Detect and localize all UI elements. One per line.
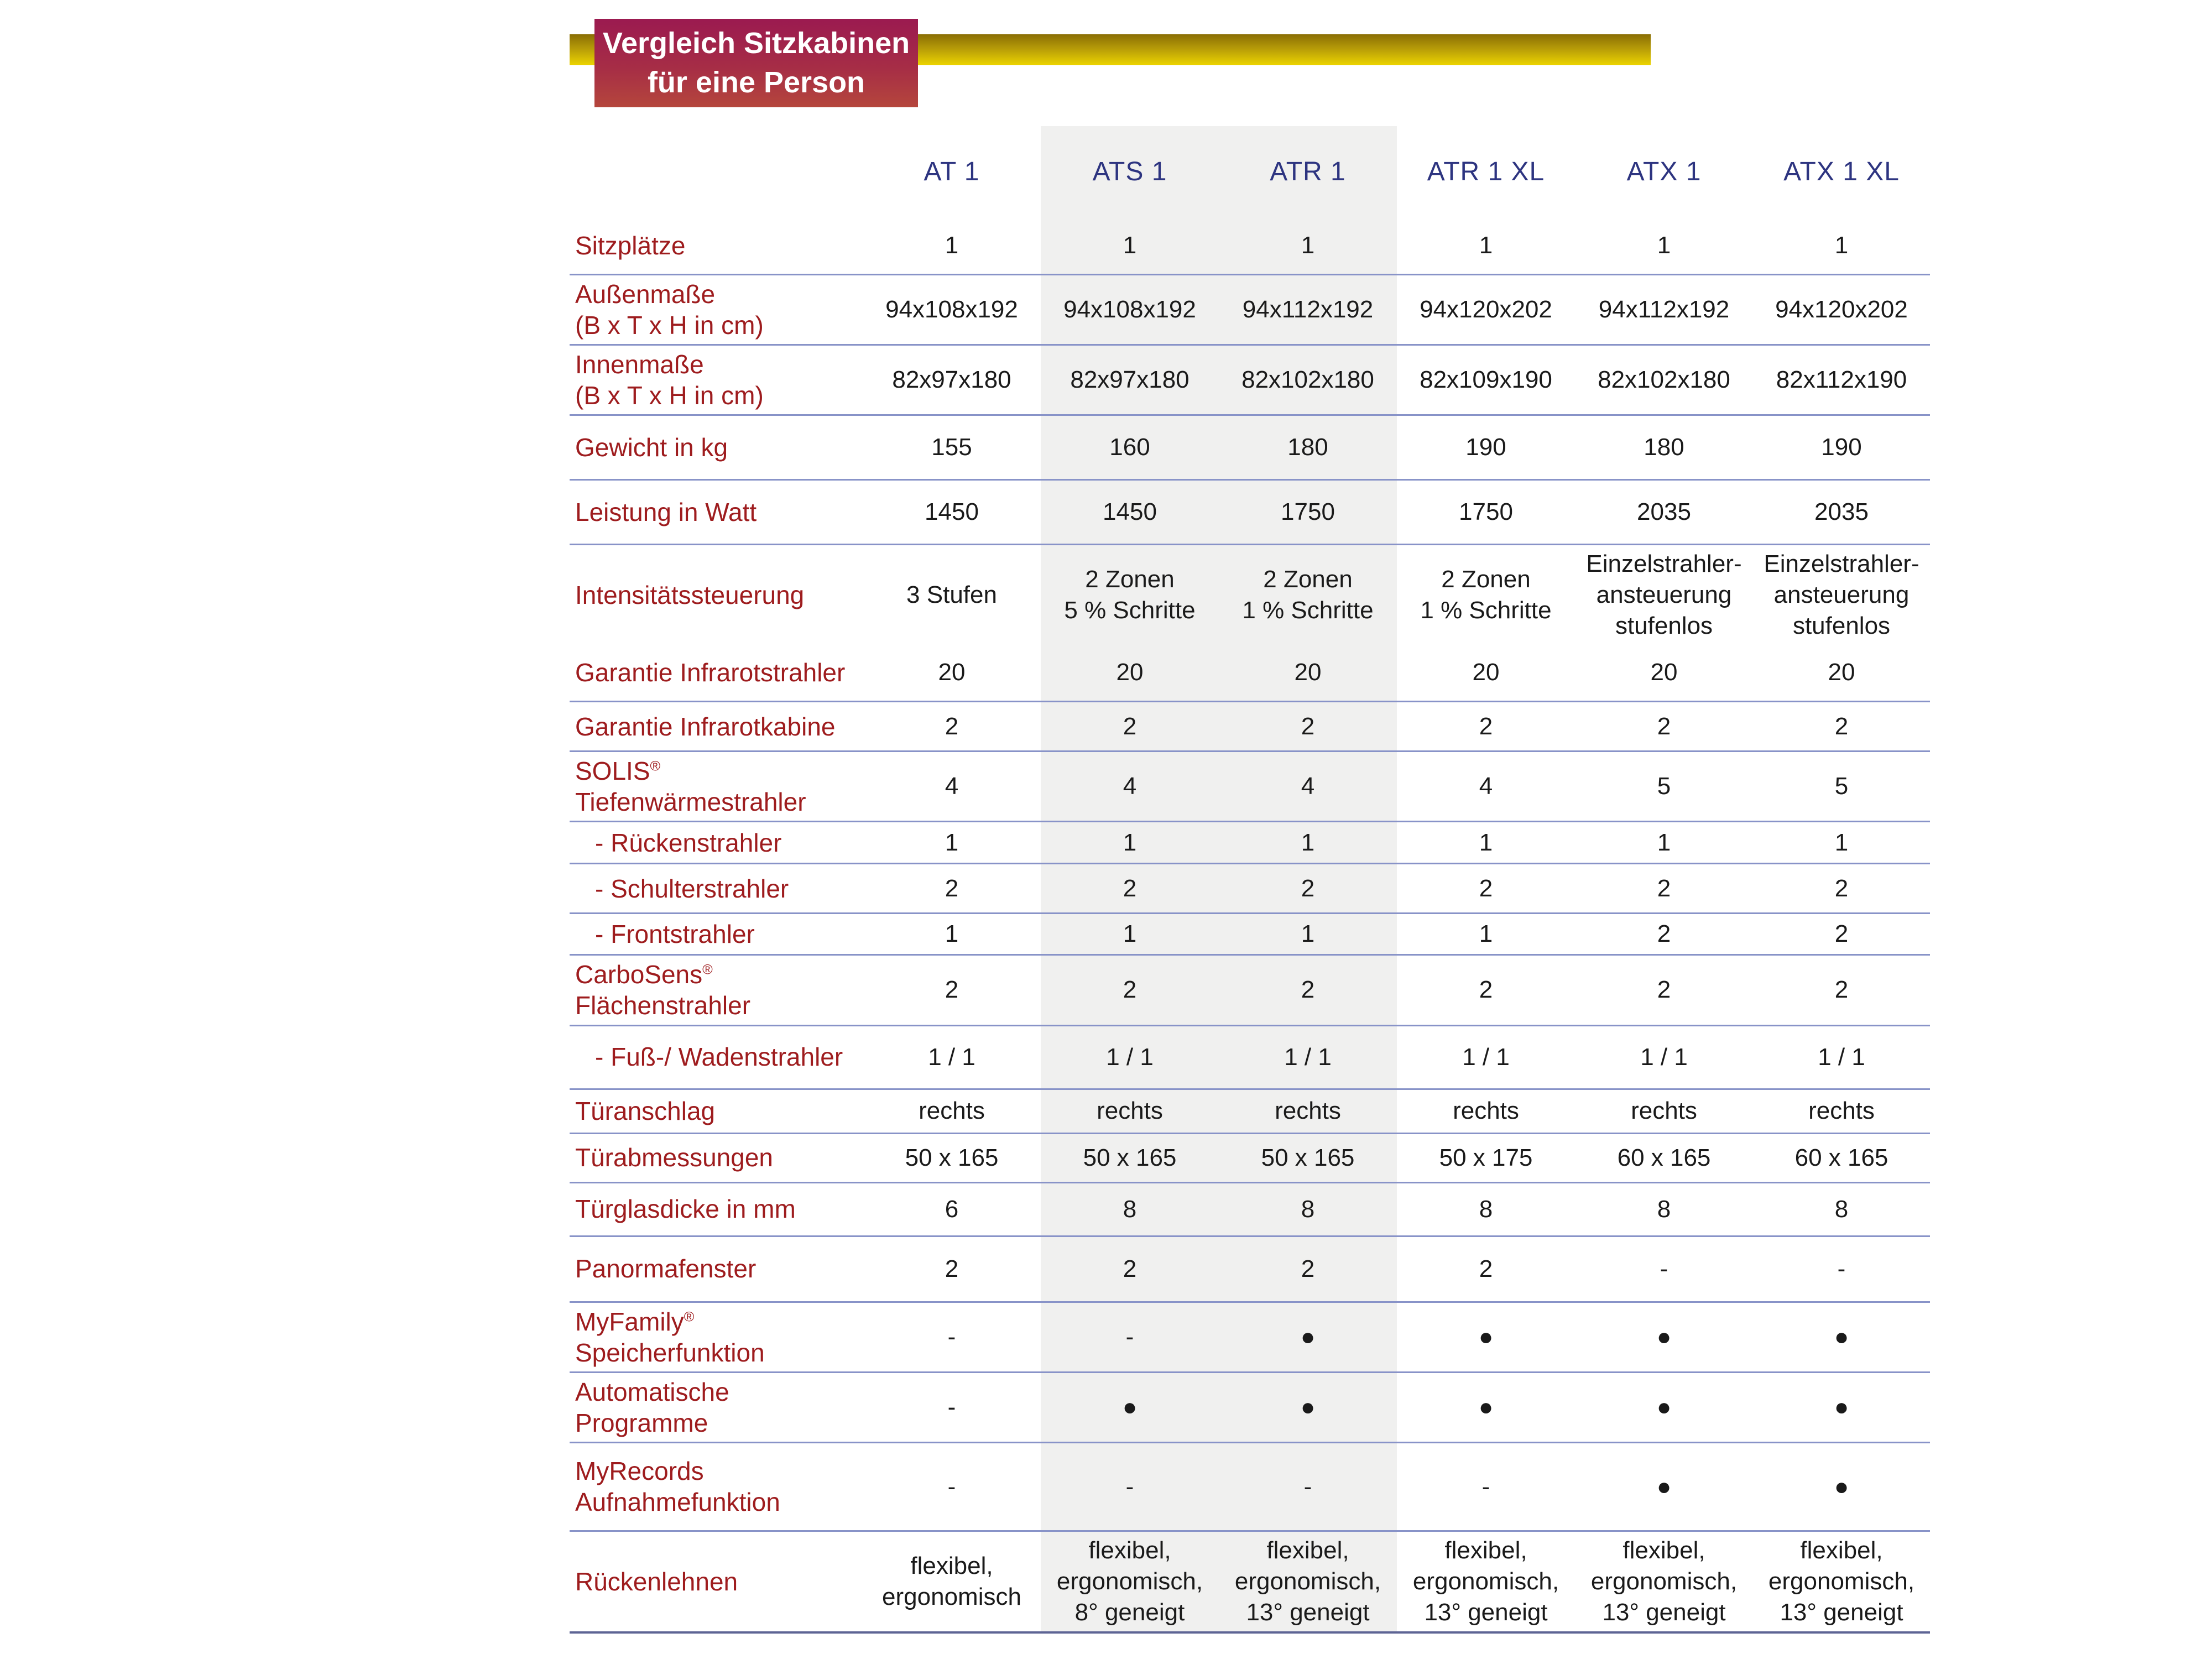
cell-value: 2 bbox=[1479, 976, 1493, 1004]
column-header: ATS 1 bbox=[1041, 126, 1219, 217]
cell-value: 20 bbox=[1650, 659, 1678, 686]
cell-value: 2 bbox=[1479, 1255, 1493, 1282]
cell-value: 20 bbox=[1828, 659, 1855, 686]
cell-value: flexibel, ergonomisch, 13° geneigt bbox=[1590, 1536, 1738, 1626]
cell-value: flexibel, ergonomisch, 13° geneigt bbox=[1412, 1536, 1559, 1626]
cell-value: - bbox=[1041, 1442, 1219, 1531]
cell-value: 1450 bbox=[925, 498, 979, 525]
cell-value: 8 bbox=[1657, 1195, 1671, 1223]
cell-value: 1 bbox=[1219, 822, 1397, 864]
cell-value: 1 bbox=[1219, 217, 1397, 274]
cell-value: 2 bbox=[1834, 920, 1849, 948]
cell-value: 1 / 1 bbox=[1818, 1043, 1865, 1071]
cell-value: 1 / 1 bbox=[1640, 1043, 1688, 1071]
row-label: - Fuß-/ Wadenstrahler bbox=[595, 1042, 843, 1072]
cell-value: 8 bbox=[1041, 1182, 1219, 1236]
cell-value: 20 bbox=[1041, 645, 1219, 702]
cell-value: 2 bbox=[1834, 976, 1849, 1004]
cell-value: 94x120x202 bbox=[1775, 295, 1908, 323]
cell-value: flexibel, ergonomisch, 8° geneigt bbox=[1041, 1531, 1219, 1632]
cell-value: 1 bbox=[1479, 920, 1493, 948]
cell-value: 1 / 1 bbox=[1219, 1025, 1397, 1089]
table-row bbox=[570, 345, 1930, 415]
cell-value: 20 bbox=[1219, 645, 1397, 702]
cell-value: rechts bbox=[919, 1097, 985, 1125]
cell-value: 4 bbox=[1479, 773, 1493, 800]
registered-mark: ® bbox=[702, 962, 713, 978]
cell-value: - bbox=[947, 1323, 956, 1350]
table-row bbox=[570, 415, 1930, 479]
row-label: Innenmaße (B x T x H in cm) bbox=[575, 349, 764, 410]
cell-value: rechts bbox=[1453, 1097, 1519, 1125]
table-row bbox=[570, 544, 1930, 644]
cell-value: 50 x 165 bbox=[1041, 1133, 1219, 1182]
cell-value: ● bbox=[1834, 1393, 1849, 1421]
table-row bbox=[570, 217, 1930, 274]
cell-value: - bbox=[1660, 1255, 1668, 1282]
cell-value: 1 bbox=[1479, 231, 1493, 259]
row-label: Intensitätssteuerung bbox=[575, 580, 805, 609]
row-label: Türabmessungen bbox=[575, 1143, 773, 1172]
header-row bbox=[570, 126, 1930, 217]
cell-value: 50 x 175 bbox=[1439, 1144, 1533, 1171]
header-corner-cell bbox=[570, 126, 863, 217]
table-row bbox=[570, 914, 1930, 955]
row-label: Leistung in Watt bbox=[575, 497, 757, 526]
row-label: Rückenlehnen bbox=[575, 1567, 738, 1596]
cell-value: 1 bbox=[945, 920, 959, 948]
cell-value: flexibel, ergonomisch, 13° geneigt bbox=[1219, 1531, 1397, 1632]
cell-value: 94x108x192 bbox=[1041, 274, 1219, 345]
cell-value: 1 bbox=[1657, 231, 1671, 259]
cell-value: 82x109x190 bbox=[1420, 366, 1552, 393]
cell-value: 2 bbox=[1657, 976, 1671, 1004]
table-row bbox=[570, 1133, 1930, 1182]
row-label: MyRecords Aufnahmefunktion bbox=[575, 1457, 780, 1517]
cell-value: 1450 bbox=[1041, 479, 1219, 544]
cell-value: 1 bbox=[945, 231, 959, 259]
cell-value: flexibel, ergonomisch, 13° geneigt bbox=[1768, 1536, 1915, 1626]
row-label: - Frontstrahler bbox=[595, 920, 755, 949]
cell-value: rechts bbox=[1041, 1089, 1219, 1133]
row-label: - Schulterstrahler bbox=[595, 874, 789, 903]
cell-value: 2 Zonen 5 % Schritte bbox=[1041, 544, 1219, 644]
cell-value: 94x112x192 bbox=[1219, 274, 1397, 345]
cell-value: 1 bbox=[1657, 828, 1671, 856]
cell-value: 82x102x180 bbox=[1219, 345, 1397, 415]
cell-value: Einzelstrahler- ansteuerung stufenlos bbox=[1586, 550, 1742, 639]
cell-value: 2 bbox=[1219, 955, 1397, 1025]
table-row bbox=[570, 955, 1930, 1025]
cell-value: - bbox=[1219, 1442, 1397, 1531]
table-row bbox=[570, 479, 1930, 544]
cell-value: 2 bbox=[1041, 955, 1219, 1025]
cell-value: 6 bbox=[945, 1195, 959, 1223]
cell-value: 160 bbox=[1041, 415, 1219, 479]
table-row bbox=[570, 752, 1930, 822]
cell-value: 2 bbox=[945, 976, 959, 1004]
cell-value: 3 Stufen bbox=[906, 581, 997, 608]
table-row bbox=[570, 822, 1930, 864]
cell-value: 8 bbox=[1479, 1195, 1493, 1223]
row-label: Sitzplätze bbox=[575, 231, 686, 260]
cell-value: 82x112x190 bbox=[1776, 366, 1907, 393]
cell-value: 2035 bbox=[1637, 498, 1691, 525]
cell-value: 2 bbox=[945, 712, 959, 740]
cell-value: 8 bbox=[1219, 1182, 1397, 1236]
registered-mark: ® bbox=[650, 758, 661, 774]
cell-value: 50 x 165 bbox=[905, 1144, 999, 1171]
cell-value: ● bbox=[1834, 1323, 1849, 1350]
row-label: CarboSens® Flächenstrahler bbox=[575, 960, 751, 1020]
cell-value: 20 bbox=[938, 659, 966, 686]
table-row bbox=[570, 1442, 1930, 1531]
cell-value: rechts bbox=[1808, 1097, 1875, 1125]
table-row bbox=[570, 1236, 1930, 1302]
cell-value: 1 / 1 bbox=[1041, 1025, 1219, 1089]
cell-value: 4 bbox=[1041, 752, 1219, 822]
cell-value: 2 Zonen 1 % Schritte bbox=[1420, 565, 1552, 624]
cell-value: 2035 bbox=[1814, 498, 1869, 525]
cell-value: ● bbox=[1656, 1473, 1672, 1500]
table-row bbox=[570, 1182, 1930, 1236]
row-label: Panormafenster bbox=[575, 1254, 757, 1284]
table-row bbox=[570, 1089, 1930, 1133]
cell-value: 60 x 165 bbox=[1617, 1144, 1711, 1171]
row-label: - Rückenstrahler bbox=[595, 828, 782, 857]
cell-value: 94x112x192 bbox=[1598, 295, 1730, 323]
cell-value: ● bbox=[1219, 1302, 1397, 1372]
cell-value: 2 bbox=[1479, 874, 1493, 902]
cell-value: flexibel, ergonomisch bbox=[882, 1552, 1021, 1610]
title-banner bbox=[594, 19, 918, 107]
cell-value: 190 bbox=[1465, 434, 1506, 461]
cell-value: ● bbox=[1478, 1323, 1494, 1350]
cell-value: 1 / 1 bbox=[1462, 1043, 1510, 1071]
cell-value: 94x120x202 bbox=[1420, 295, 1552, 323]
table-row bbox=[570, 864, 1930, 914]
cell-value: 4 bbox=[1219, 752, 1397, 822]
cell-value: 8 bbox=[1834, 1195, 1849, 1223]
cell-value: 1 bbox=[1834, 828, 1849, 856]
row-label: Türanschlag bbox=[575, 1096, 716, 1125]
cell-value: 2 bbox=[1657, 920, 1671, 948]
table-row bbox=[570, 1372, 1930, 1442]
title-line-2: für eine Person bbox=[647, 66, 865, 99]
cell-value: 1750 bbox=[1219, 479, 1397, 544]
registered-mark: ® bbox=[684, 1309, 695, 1325]
cell-value: - bbox=[1041, 1302, 1219, 1372]
cell-value: ● bbox=[1656, 1393, 1672, 1421]
cell-value: 2 bbox=[1219, 864, 1397, 914]
cell-value: - bbox=[1481, 1473, 1490, 1500]
cell-value: 180 bbox=[1644, 434, 1684, 461]
table-row bbox=[570, 702, 1930, 752]
row-label: Außenmaße (B x T x H in cm) bbox=[575, 279, 764, 340]
cell-value: 2 bbox=[1479, 712, 1493, 740]
cell-value: 2 bbox=[1834, 874, 1849, 902]
cell-value: 20 bbox=[1472, 659, 1500, 686]
table-row bbox=[570, 1531, 1930, 1632]
cell-value: 5 bbox=[1834, 773, 1849, 800]
cell-value: 2 bbox=[1657, 712, 1671, 740]
cell-value: 2 bbox=[1219, 1236, 1397, 1302]
cell-value: 1 bbox=[1041, 217, 1219, 274]
cell-value: ● bbox=[1041, 1372, 1219, 1442]
cell-value: 94x108x192 bbox=[885, 295, 1018, 323]
cell-value: rechts bbox=[1219, 1089, 1397, 1133]
cell-value: 82x97x180 bbox=[892, 366, 1011, 393]
row-label: SOLIS® Tiefenwärmestrahler bbox=[575, 757, 806, 817]
table-row bbox=[570, 645, 1930, 702]
cell-value: ● bbox=[1478, 1393, 1494, 1421]
cell-value: 5 bbox=[1657, 773, 1671, 800]
column-header: ATR 1 bbox=[1219, 126, 1397, 217]
cell-value: 190 bbox=[1821, 434, 1862, 461]
cell-value: 2 bbox=[1041, 702, 1219, 752]
cell-value: 82x97x180 bbox=[1041, 345, 1219, 415]
row-label: Garantie Infrarotstrahler bbox=[575, 658, 846, 687]
cell-value: ● bbox=[1834, 1473, 1849, 1500]
column-header: ATX 1 XL bbox=[1783, 157, 1900, 186]
cell-value: 2 bbox=[1041, 864, 1219, 914]
cell-value: 155 bbox=[931, 434, 972, 461]
cell-value: 82x102x180 bbox=[1598, 366, 1730, 393]
table-row bbox=[570, 274, 1930, 345]
cell-value: 2 bbox=[945, 874, 959, 902]
column-header: ATX 1 bbox=[1626, 157, 1702, 186]
cell-value: 1750 bbox=[1459, 498, 1513, 525]
row-label: MyFamily® Speicherfunktion bbox=[575, 1307, 765, 1367]
title-line-1: Vergleich Sitzkabinen bbox=[602, 26, 910, 60]
column-header: ATR 1 XL bbox=[1427, 157, 1545, 186]
cell-value: 180 bbox=[1219, 415, 1397, 479]
cell-value: 1 bbox=[1834, 231, 1849, 259]
cell-value: - bbox=[1837, 1255, 1846, 1282]
cell-value: 60 x 165 bbox=[1794, 1144, 1888, 1171]
cell-value: Einzelstrahler- ansteuerung stufenlos bbox=[1764, 550, 1919, 639]
cell-value: 2 bbox=[1219, 702, 1397, 752]
cell-value: 1 bbox=[1219, 914, 1397, 955]
comparison-table bbox=[570, 126, 1930, 1634]
cell-value: 4 bbox=[945, 773, 959, 800]
row-label: Türglasdicke in mm bbox=[575, 1194, 796, 1224]
cell-value: 50 x 165 bbox=[1219, 1133, 1397, 1182]
table-row bbox=[570, 1025, 1930, 1089]
cell-value: 1 bbox=[1479, 828, 1493, 856]
cell-value: 2 bbox=[1657, 874, 1671, 902]
cell-value: 2 bbox=[1834, 712, 1849, 740]
cell-value: 2 bbox=[945, 1255, 959, 1282]
cell-value: ● bbox=[1219, 1372, 1397, 1442]
cell-value: ● bbox=[1656, 1323, 1672, 1350]
cell-value: 1 bbox=[1041, 822, 1219, 864]
comparison-table-body bbox=[570, 126, 1930, 1632]
cell-value: rechts bbox=[1631, 1097, 1697, 1125]
cell-value: 1 bbox=[1041, 914, 1219, 955]
cell-value: 2 Zonen 1 % Schritte bbox=[1219, 544, 1397, 644]
cell-value: 1 / 1 bbox=[928, 1043, 975, 1071]
cell-value: - bbox=[947, 1393, 956, 1421]
row-label: Garantie Infrarotkabine bbox=[575, 712, 836, 741]
table-row bbox=[570, 1302, 1930, 1372]
column-header: AT 1 bbox=[924, 157, 980, 186]
cell-value: 2 bbox=[1041, 1236, 1219, 1302]
row-label: Gewicht in kg bbox=[575, 432, 728, 462]
cell-value: - bbox=[947, 1473, 956, 1500]
cell-value: 1 bbox=[945, 828, 959, 856]
row-label: Automatische Programme bbox=[575, 1377, 729, 1437]
